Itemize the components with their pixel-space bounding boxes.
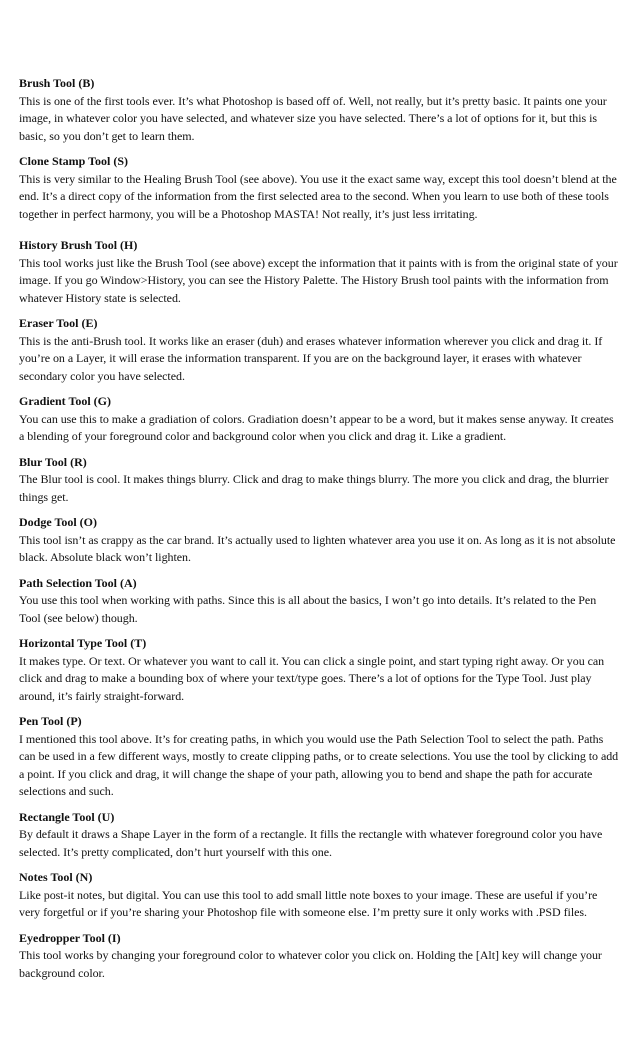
section-body: You use this tool when working with paths. Since this is all about the basics, I won’t go into details. It’s related to the Pen Tool (see below) though. xyxy=(19,593,597,625)
section-body: I mentioned this tool above. It’s for creating paths, in which you would use the Path Selection Tool to select the path. Paths can be used in a few different ways, mostly to create clipping paths, or to create selections. You use the tool by clicking to add a point. If you click and drag, it will change the shape of your path, allowing you to bend and shape the path for accurate selections and such. xyxy=(19,731,619,798)
section-title: Eyedropper Tool (I) xyxy=(19,930,121,945)
section-title: Rectangle Tool (U) xyxy=(19,809,115,824)
section-path-selection-tool xyxy=(19,575,619,628)
section-body: The Blur tool is cool. It makes things blurry. Click and drag to make things blurry. The more you click and drag, the blurrier things get. xyxy=(19,472,609,504)
section-title: Pen Tool (P) xyxy=(19,714,82,728)
section-title: Blur Tool (R) xyxy=(19,454,87,469)
section-body: This tool isn’t as crappy as the car brand. It’s actually used to lighten whatever area you use it on. As long as it is not absolute black. Absolute black won’t lighten. xyxy=(19,532,616,564)
section-body: This tool works by changing your foreground color to whatever color you click on. Holding the [Alt] key will change your background color. xyxy=(19,948,602,980)
section-title: Brush Tool (B) xyxy=(19,76,95,90)
section-title: Clone Stamp Tool (S) xyxy=(19,154,129,168)
section-body: This is one of the first tools ever. It’s what Photoshop is based off of. Well, not really, but it’s pretty basic. It paints one your image, in whatever color you have selected, and whatever size you have selected. There’s a lot of options for it, but this is basic, so you don’t get to learn them. xyxy=(19,93,607,143)
section-title: Dodge Tool (O) xyxy=(19,515,98,529)
section-body: By default it draws a Shape Layer in the form of a rectangle. It fills the rectangle with whatever foreground color you have selected. It’s pretty complicated, don’t hurt yourself with this one. xyxy=(19,827,603,859)
section-body: This is very similar to the Healing Brush Tool (see above). You use it the exact same way, except this tool doesn’t blend at the end. It’s a direct copy of the information from the first selected area to the second. When you learn to use both of these tools together in perfect harmony, you will be a Photoshop MASTA! Not really, it’s just less irritating. xyxy=(19,171,617,221)
section-horizontal-type-tool xyxy=(19,635,619,705)
section-gradient-tool xyxy=(19,393,619,446)
section-title: Horizontal Type Tool (T) xyxy=(19,636,147,650)
section-clone-stamp-tool xyxy=(19,153,619,223)
section-dodge-tool xyxy=(19,514,619,567)
section-title: Eraser Tool (E) xyxy=(19,316,98,330)
section-eraser-tool xyxy=(19,315,619,385)
section-eyedropper-tool xyxy=(19,930,619,983)
document-page xyxy=(19,75,619,982)
section-rectangle-tool xyxy=(19,809,619,862)
section-title: Path Selection Tool (A) xyxy=(19,575,137,590)
section-title: Notes Tool (N) xyxy=(19,870,93,884)
section-notes-tool xyxy=(19,869,619,922)
section-blur-tool xyxy=(19,454,619,507)
section-title: History Brush Tool (H) xyxy=(19,238,138,252)
section-brush-tool xyxy=(19,75,619,145)
section-body: You can use this to make a gradiation of colors. Gradiation doesn’t appear to be a word, but it makes sense anyway. It creates a blending of your foreground color and background color when you click and drag it. Like a gradient. xyxy=(19,411,614,443)
section-body: It makes type. Or text. Or whatever you want to call it. You can click a single point, and start typing right away. Or you can click and drag to make a bounding box of where your text/type goes. There’s a lot of options for the Type Tool. Just play around, it’s fairly straight-forward. xyxy=(19,653,605,703)
section-pen-tool xyxy=(19,713,619,801)
section-body: Like post-it notes, but digital. You can use this tool to add small little note boxes to your image. These are useful if you’re very forgetful or if you’re sharing your Photoshop file with someone else. I’m pretty sure it only works with .PSD files. xyxy=(19,887,598,919)
section-history-brush-tool xyxy=(19,237,619,307)
section-body: This is the anti-Brush tool. It works like an eraser (duh) and erases whatever information wherever you click and drag it. If you’re on a Layer, it will erase the information transparent. If you are on the background layer, it erases with whatever secondary color you have selected. xyxy=(19,333,603,383)
section-title: Gradient Tool (G) xyxy=(19,394,112,408)
section-body: This tool works just like the Brush Tool (see above) except the information that it paints with is from the original state of your image. If you go Window>History, you can see the History Palette. The History Brush tool paints with the information from whatever History state is selected. xyxy=(19,255,618,305)
